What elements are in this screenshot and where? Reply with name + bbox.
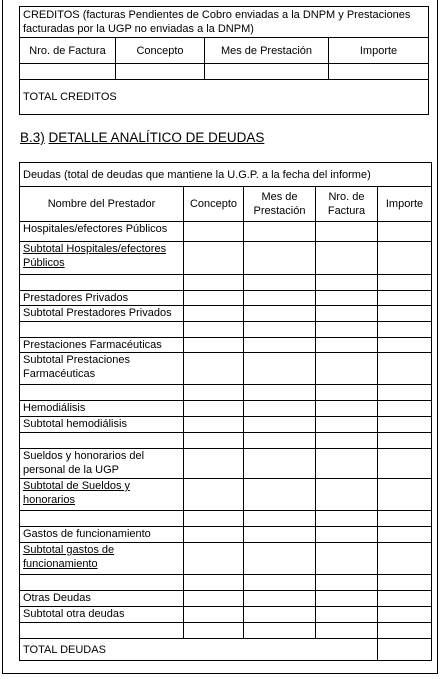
prestador-label — [20, 433, 184, 449]
deudas-cell — [244, 607, 316, 623]
table-row — [20, 322, 432, 338]
deudas-cell — [184, 242, 244, 275]
deudas-cell — [378, 353, 432, 385]
total-deudas: TOTAL DEUDAS — [20, 639, 184, 661]
deudas-cell — [184, 543, 244, 575]
deudas-cell — [316, 511, 378, 527]
col-mes-prestacion: Mes de Prestación — [244, 187, 316, 222]
creditos-cell — [20, 64, 116, 80]
prestador-label — [20, 322, 184, 338]
prestador-label: Subtotal otra deudas — [20, 607, 184, 623]
deudas-cell — [184, 353, 244, 385]
deudas-cell — [378, 385, 432, 401]
deudas-cell — [378, 222, 432, 242]
deudas-cell — [316, 591, 378, 607]
creditos-cell — [116, 64, 205, 80]
deudas-cell — [378, 306, 432, 322]
prestador-label: Subtotal Prestadores Privados — [20, 306, 184, 322]
table-row — [20, 242, 432, 275]
deudas-cell — [378, 543, 432, 575]
deudas-cell — [316, 291, 378, 306]
prestador-label — [20, 575, 184, 591]
deudas-cell — [244, 417, 316, 433]
col-concepto: Concepto — [116, 38, 205, 64]
prestador-label: Subtotal gastos de funcionamiento — [20, 543, 184, 575]
deudas-cell — [244, 511, 316, 527]
total-deudas-importe — [378, 639, 432, 661]
deudas-cell — [378, 527, 432, 543]
table-row — [20, 607, 432, 623]
deudas-cell — [316, 385, 378, 401]
col-nro-factura: Nro. de Factura — [316, 187, 378, 222]
deudas-cell — [316, 275, 378, 291]
deudas-cell — [244, 275, 316, 291]
creditos-cell — [205, 64, 329, 80]
deudas-cell — [244, 543, 316, 575]
deudas-cell — [244, 291, 316, 306]
deudas-cell — [184, 527, 244, 543]
deudas-cell — [316, 222, 378, 242]
deudas-cell — [378, 275, 432, 291]
deudas-cell — [378, 449, 432, 479]
table-row — [20, 385, 432, 401]
prestador-label: Subtotal Prestaciones Farmacéuticas — [20, 353, 184, 385]
deudas-cell — [244, 222, 316, 242]
deudas-cell — [316, 607, 378, 623]
deudas-cell — [378, 322, 432, 338]
deudas-cell — [244, 527, 316, 543]
prestador-label — [20, 623, 184, 639]
table-row — [20, 222, 432, 242]
prestador-label: Subtotal Hospitales/efectores Públicos — [20, 242, 184, 275]
deudas-cell — [184, 607, 244, 623]
col-concepto: Concepto — [184, 187, 244, 222]
deudas-cell — [184, 222, 244, 242]
deudas-cell — [244, 322, 316, 338]
deudas-cell — [184, 275, 244, 291]
deudas-cell — [378, 433, 432, 449]
deudas-cell — [316, 543, 378, 575]
deudas-cell — [316, 575, 378, 591]
table-row — [20, 433, 432, 449]
deudas-cell — [184, 401, 244, 417]
deudas-cell — [316, 623, 378, 639]
prestador-label: Hemodiálisis — [20, 401, 184, 417]
table-row — [20, 417, 432, 433]
deudas-cell — [184, 575, 244, 591]
deudas-cell — [316, 322, 378, 338]
prestador-label — [20, 511, 184, 527]
table-row — [20, 306, 432, 322]
prestador-label: Prestadores Privados — [20, 291, 184, 306]
table-row — [20, 511, 432, 527]
col-importe: Importe — [329, 38, 429, 64]
deudas-cell — [244, 433, 316, 449]
deudas-cell — [316, 338, 378, 353]
table-row — [20, 543, 432, 575]
deudas-cell — [184, 322, 244, 338]
prestador-label: Prestaciones Farmacéuticas — [20, 338, 184, 353]
col-mes-prestacion: Mes de Prestación — [205, 38, 329, 64]
section-heading — [20, 130, 264, 146]
deudas-cell — [316, 242, 378, 275]
deudas-cell — [184, 385, 244, 401]
deudas-cell — [378, 338, 432, 353]
table-row — [20, 591, 432, 607]
prestador-label: Hospitales/efectores Públicos — [20, 222, 184, 242]
deudas-table — [19, 162, 432, 661]
table-row — [20, 275, 432, 291]
prestador-label: Otras Deudas — [20, 591, 184, 607]
deudas-cell — [244, 575, 316, 591]
deudas-cell — [184, 291, 244, 306]
prestador-label — [20, 385, 184, 401]
deudas-cell — [184, 433, 244, 449]
deudas-cell — [378, 479, 432, 511]
section-title: DETALLE ANALÍTICO DE DEUDAS — [48, 130, 265, 145]
deudas-cell — [244, 401, 316, 417]
deudas-cell — [244, 479, 316, 511]
col-nombre-prestador: Nombre del Prestador — [20, 187, 184, 222]
creditos-cell — [329, 64, 429, 80]
deudas-cell — [378, 401, 432, 417]
deudas-cell — [378, 291, 432, 306]
table-row — [20, 449, 432, 479]
deudas-cell — [316, 479, 378, 511]
table-row — [20, 353, 432, 385]
prestador-label: Gastos de funcionamiento — [20, 527, 184, 543]
deudas-cell — [316, 306, 378, 322]
deudas-cell — [184, 306, 244, 322]
deudas-cell — [184, 479, 244, 511]
deudas-cell — [378, 607, 432, 623]
deudas-cell — [378, 511, 432, 527]
deudas-cell — [184, 623, 244, 639]
prestador-label — [20, 275, 184, 291]
deudas-cell — [244, 306, 316, 322]
deudas-cell — [244, 591, 316, 607]
deudas-cell — [244, 623, 316, 639]
deudas-cell — [244, 353, 316, 385]
deudas-cell — [184, 591, 244, 607]
deudas-cell — [316, 401, 378, 417]
col-nro-factura: Nro. de Factura — [20, 38, 116, 64]
table-row — [20, 527, 432, 543]
deudas-title: Deudas (total de deudas que mantiene la U.G.P. a la fecha del informe) — [20, 163, 432, 187]
deudas-cell — [316, 417, 378, 433]
deudas-cell — [184, 338, 244, 353]
deudas-cell — [378, 242, 432, 275]
deudas-cell — [378, 417, 432, 433]
deudas-cell — [316, 353, 378, 385]
creditos-table — [19, 6, 429, 115]
total-deudas-spacer — [184, 639, 378, 661]
deudas-cell — [244, 449, 316, 479]
table-row — [20, 623, 432, 639]
creditos-title: CREDITOS (facturas Pendientes de Cobro enviadas a la DNPM y Prestaciones facturadas por la UGP no enviadas a la DNPM) — [20, 7, 429, 38]
table-row — [20, 401, 432, 417]
deudas-cell — [378, 575, 432, 591]
deudas-cell — [316, 433, 378, 449]
prestador-label: Sueldos y honorarios del personal de la UGP — [20, 449, 184, 479]
table-row — [20, 575, 432, 591]
deudas-cell — [244, 338, 316, 353]
table-row — [20, 338, 432, 353]
deudas-cell — [316, 449, 378, 479]
total-creditos: TOTAL CREDITOS — [20, 80, 429, 115]
table-row — [20, 291, 432, 306]
deudas-cell — [184, 511, 244, 527]
section-prefix: B.3) — [20, 130, 45, 145]
deudas-cell — [244, 385, 316, 401]
col-importe: Importe — [378, 187, 432, 222]
deudas-cell — [184, 417, 244, 433]
deudas-cell — [378, 591, 432, 607]
deudas-cell — [316, 527, 378, 543]
table-row — [20, 479, 432, 511]
deudas-cell — [378, 623, 432, 639]
deudas-cell — [244, 242, 316, 275]
deudas-cell — [184, 449, 244, 479]
prestador-label: Subtotal hemodiálisis — [20, 417, 184, 433]
prestador-label: Subtotal de Sueldos y honorarios — [20, 479, 184, 511]
